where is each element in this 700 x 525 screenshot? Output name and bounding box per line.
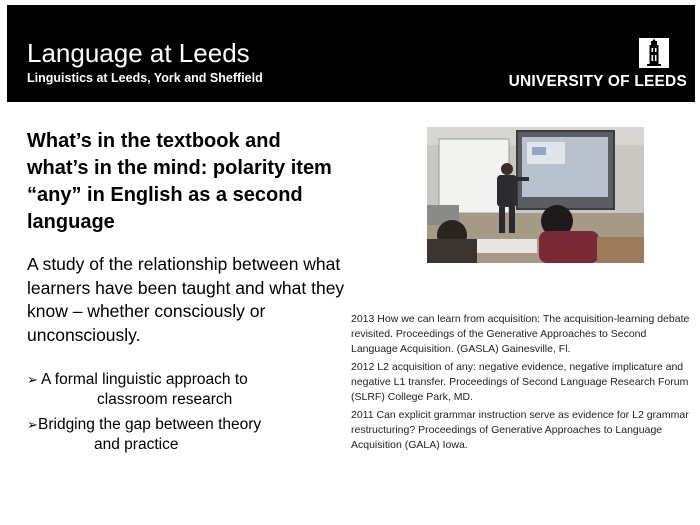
classroom-photo-illustration [427,127,644,263]
arrow-bullet-icon: ➢ [27,417,38,432]
bullet-line: Bridging the gap between theory [38,416,262,433]
bullet-item [27,415,347,455]
reference-item: 2011 Can explicit grammar instruction serve as evidence for L2 grammar restructuring? Proceedings of Generative Approaches to Language Acquisition (GALA) Iowa. [351,409,689,451]
slide-title: What’s in the textbook and what’s in the mind: polarity item “any” in English as a second language [27,130,332,233]
parkinson-tower-icon [639,38,669,68]
header-subtitle: Linguistics at Leeds, York and Sheffield [27,71,263,85]
classroom-photo [427,127,644,263]
slide-header [7,5,695,102]
references-list [351,312,691,456]
university-name: UNIVERSITY OF LEEDS [508,73,687,90]
bullet-line: A formal linguistic approach to [41,371,248,388]
bullet-text [38,415,347,455]
bullet-line: and practice [94,436,179,453]
reference-item: 2013 How we can learn from acquisition: The acquisition-learning debate revisited. Proceedings of the Generative Approaches to Second Language Acquisition. (GASLA) Gainesville, Fl. [351,313,690,355]
bullet-text [41,370,347,410]
bullet-list [27,370,347,460]
university-logo [497,35,687,95]
reference-item: 2012 L2 acquisition of any: negative evidence, negative implicature and negative L1 transfer. Proceedings of Second Language Research Forum (SLRF) College Park, MD. [351,361,689,403]
bullet-line: classroom research [97,391,233,408]
bullet-item [27,370,347,410]
arrow-bullet-icon: ➢ [27,372,38,387]
header-title: Language at Leeds [27,38,250,68]
slide-lead-text: A study of the relationship between what learners have been taught and what they know – whether consciously or unconsciously. [27,254,345,345]
